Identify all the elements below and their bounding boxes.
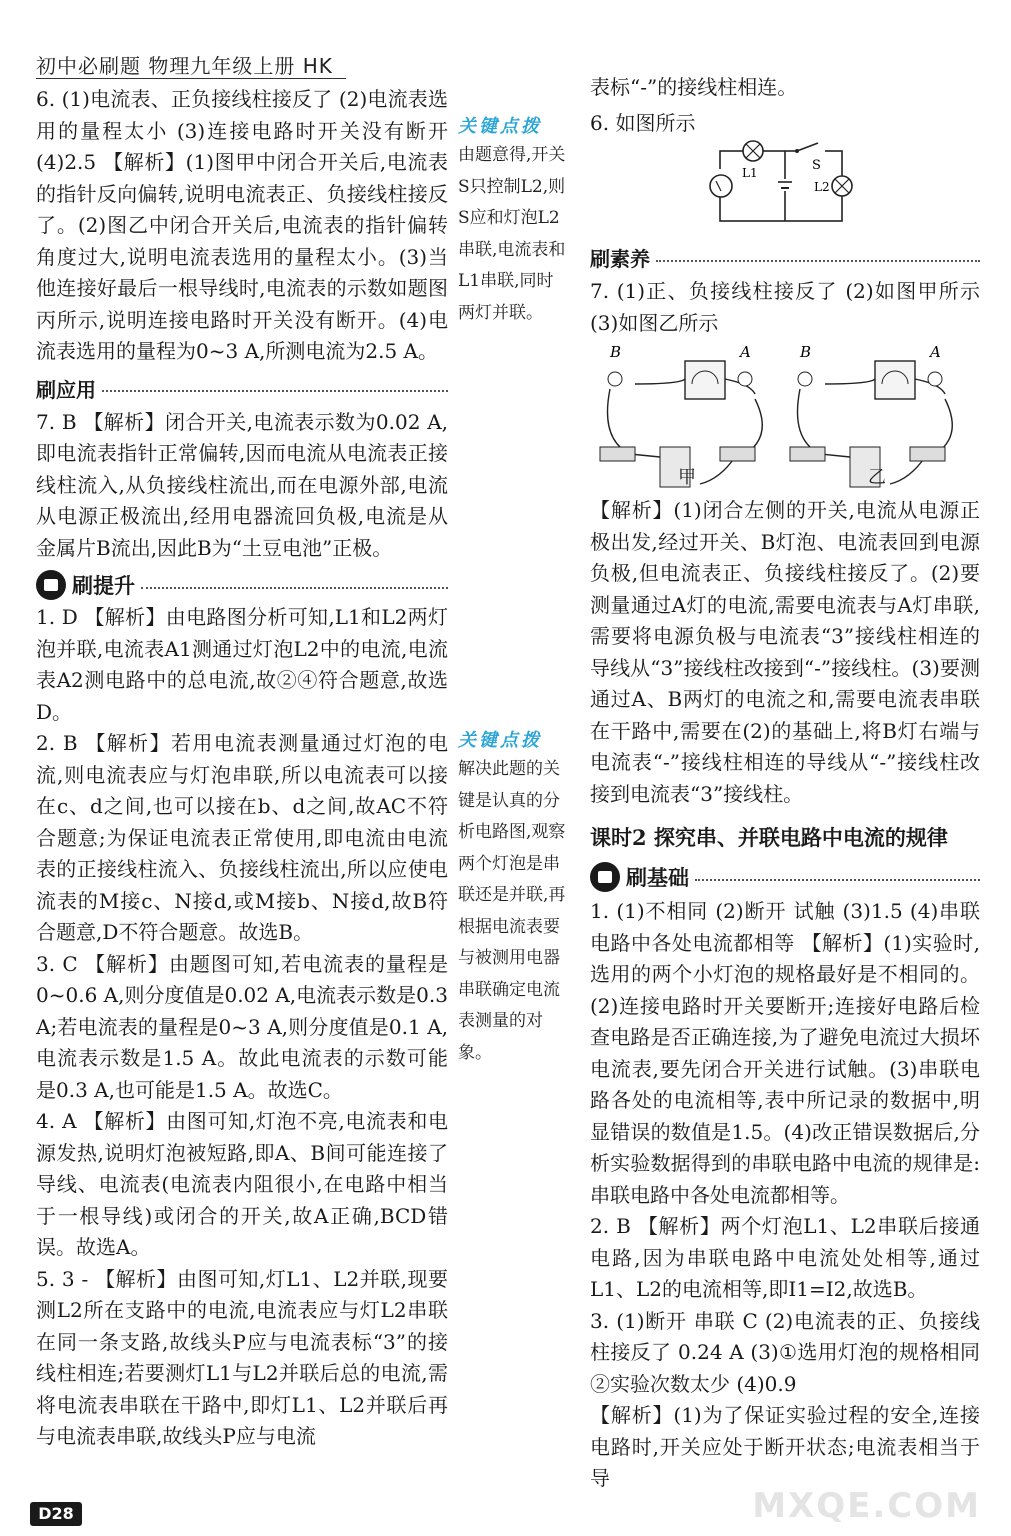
- running-header: 初中必刷题 物理九年级上册 HK: [36, 54, 333, 78]
- bulb-a-label: A: [740, 343, 751, 361]
- switch-icon: [600, 447, 635, 461]
- left-column: [36, 84, 448, 1453]
- section-basic: 刷基础: [590, 862, 980, 892]
- pencil-badge-icon: [36, 570, 66, 600]
- bulb-b-label: B: [800, 343, 812, 361]
- bulb-b-icon: [798, 372, 812, 386]
- bulb-a-icon: [928, 372, 942, 386]
- figure-label-jia: 甲: [678, 467, 696, 488]
- answer-up-1: 1. D 【解析】由电路图分析可知,L1和L2两灯泡并联,电流表A1测通过灯泡L2中的电流,电流表A2测电路中的总电流,故②④符合题意,故选D。: [36, 605, 448, 724]
- lesson-title: 课时2 探究串、并联电路中电流的规律: [590, 825, 948, 850]
- bulb-a-label: A: [930, 343, 941, 361]
- watermark: MXQE.COM: [752, 1486, 981, 1526]
- lamp1-label: L1: [742, 166, 758, 180]
- answer-basic-2: 2. B 【解析】两个灯泡L1、L2串联后接通电路,因为串联电路中电流处处相等,通过L1、L2的电流相等,即I1=I2,故选B。: [590, 1214, 980, 1301]
- answer-basic-3: 3. (1)断开 串联 C (2)电流表的正、负接线柱接反了 0.24 A (3)①选用灯泡的规格相同 ②实验次数太少 (4)0.9: [590, 1308, 980, 1396]
- section-up: 刷提升: [36, 570, 448, 600]
- circuit-diagram: [590, 139, 980, 239]
- bulb-a-icon: [738, 372, 752, 386]
- switch-icon: [790, 447, 825, 461]
- answer-up-5: 5. 3 - 【解析】由图可知,灯L1、L2并联,现要测L2所在支路中的电流,电流表应与灯L2串联在同一条支路,故线头P应与电流表标“3”的接线柱相连;若要测灯L1与L2并联后总的电流,需将电流表串联在干路中,即灯L1、L2并联后再与电流表串联,故线头P应与电流: [36, 1266, 448, 1448]
- right-column: [590, 72, 980, 1495]
- answer-basic-1: 1. (1)不相同 (2)断开 试触 (3)1.5 (4)串联电路中各处电流都相等 【解析】(1)实验时,选用的两个小灯泡的规格最好是不相同的。(2)连接电路时开关要断开;连接好电路后检查电路是否正确连接,为了避免电流过大损坏电流表,要先闭合开关进行试触。(3)串联电路各处的电流相等,表中所记录的数据中,明显错误的数值是1.5。(4)改正错误数据后,分析实验数据得到的串联电路中电流的规律是:串联电路中各处电流都相等。: [590, 899, 980, 1207]
- section-apply: 刷应用: [36, 374, 448, 403]
- answer-up-2: 2. B 【解析】若用电流表测量通过灯泡的电流,则电流表应与灯泡串联,所以电流表可以接在c、d之间,也可以接在b、d之间,故AC不符合题意;为保证电流表正常使用,即电流由电流表的正接线柱流入、负接线柱流出,所以应使电流表的M接c、N接d,或M接b、N接d,故B符合题意,D不符合题意。故选B。: [36, 731, 448, 944]
- page-number: D28: [30, 1502, 82, 1526]
- bulb-b-label: B: [610, 343, 622, 361]
- ammeter-icon: [710, 175, 732, 197]
- answer-basic-3-explain: 【解析】(1)为了保证实验过程的安全,连接电路时,开关应处于断开状态;电流表相当于导: [590, 1403, 980, 1490]
- section-quality: 刷素养: [590, 243, 980, 272]
- answer-up-3: 3. C 【解析】由题图可知,若电流表的量程是0~0.6 A,则分度值是0.02 A,电流表示数是0.3 A;若电流表的量程是0~3 A,则分度值是0.1 A,电流表示数是1.5 A。故此电流表的示数可能是0.3 A,也可能是1.5 A。故选C。: [36, 951, 448, 1102]
- ammeter-icon: [875, 361, 915, 399]
- tip-box-2: [458, 726, 566, 1069]
- tip-title: 关键点拨: [458, 116, 542, 137]
- header-rule: [36, 78, 346, 79]
- answer-5-continued: 表标“-”的接线柱相连。: [590, 75, 798, 99]
- answer-quality-7: 7. (1)正、负接线柱接反了 (2)如图甲所示 (3)如图乙所示: [590, 279, 980, 335]
- tip-title: 关键点拨: [458, 730, 542, 751]
- lamp2-label: L2: [814, 180, 830, 194]
- answer-6: 6. (1)电流表、正负接线柱接反了 (2)电流表选用的量程太小 (3)连接电路时开关没有断开 (4)2.5 【解析】(1)图甲中闭合开关后,电流表的指针反向偏转,说明电流表正、负接线柱接反了。(2)图乙中闭合开关后,电流表的指针偏转角度过大,说明电流表选用的量程太小。(3)当他连接好最后一根导线时,电流表的示数如题图丙所示,说明连接电路时开关没有断开。(4)电流表选用的量程为0~3 A,所测电流为2.5 A。: [36, 87, 448, 363]
- figure-label-yi: 乙: [868, 467, 886, 488]
- tip-box-1: [458, 112, 566, 329]
- answer-quality-7-explain: 【解析】(1)闭合左侧的开关,电流从电源正极出发,经过开关、B灯泡、电流表回到电源负极,但电流表正、负接线柱接反了。(2)要测量通过A灯的电流,需要电流表与A灯串联,需要将电源负极与电流表“3”接线柱相连的导线从“3”接线柱改接到“-”接线柱。(3)要测通过A、B两灯的电流之和,需要电流表串联在干路中,需要在(2)的基础上,将B灯右端与电流表“-”接线柱相连的导线从“-”接线柱改接到电流表“3”接线柱。: [590, 498, 980, 806]
- tip-text: 解决此题的关键是认真的分析电路图,观察两个灯泡是串联还是并联,再根据电流表要与被测用电器串联确定电流表测量的对象。: [458, 759, 566, 1063]
- answer-6-right: 6. 如图所示: [590, 110, 696, 135]
- tip-text: 由题意得,开关S只控制L2,则S应和灯泡L2串联,电流表和L1串联,同时两灯并联。: [458, 145, 566, 323]
- answer-7: 7. B 【解析】闭合开关,电流表示数为0.02 A,即电流表指针正常偏转,因而电流从电流表正接线柱流入,从负接线柱流出,而在电源外部,电流从电源正极流出,经用电器流回负极,电流是从金属片B流出,因此B为“土豆电池”正极。: [36, 409, 448, 560]
- ammeter-icon: [685, 361, 725, 399]
- answer-up-4: 4. A 【解析】由图可知,灯泡不亮,电流表和电源发热,说明灯泡被短路,即A、B间可能连接了导线、电流表(电流表内阻很小,在电路中相当于一根导线)或闭合的开关,故A正确,BCD错误。故选A。: [36, 1109, 448, 1259]
- wiring-figures: [590, 339, 980, 489]
- bulb-b-icon: [608, 372, 622, 386]
- switch-icon: [910, 447, 945, 461]
- pencil-badge-icon: [590, 862, 620, 892]
- switch-label: S: [812, 158, 821, 173]
- switch-icon: [720, 447, 755, 461]
